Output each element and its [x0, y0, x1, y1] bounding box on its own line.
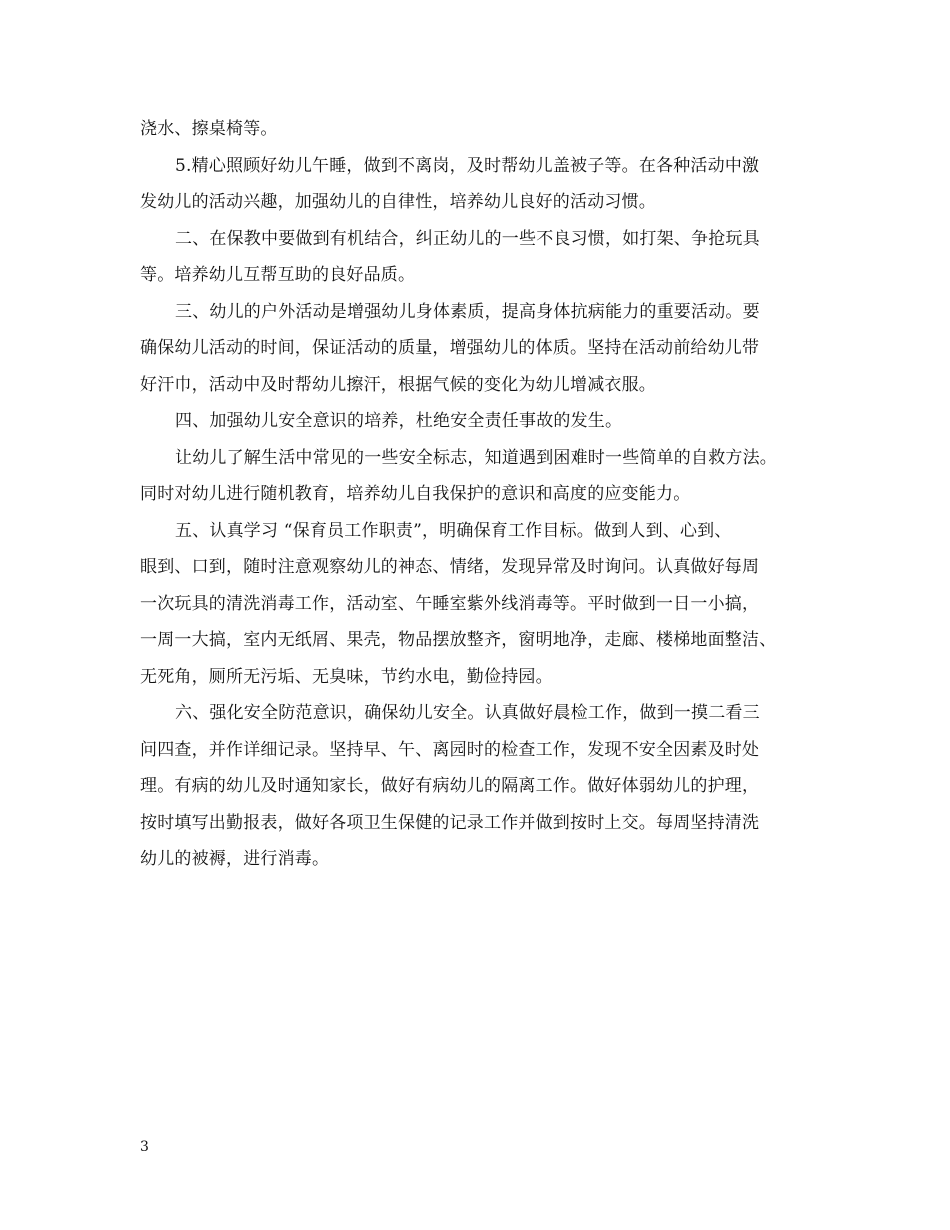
text-line: 问四查，并作详细记录。坚持早、午、离园时的检查工作，发现不安全因素及时处	[140, 740, 760, 760]
text-line: 四、加强幼儿安全意识的培养，杜绝安全责任事故的发生。	[175, 411, 623, 431]
text-line: 无死角，厕所无污垢、无臭味，节约水电，勤俭持园。	[140, 667, 553, 687]
text-line: 确保幼儿活动的时间，保证活动的质量，增强幼儿的体质。坚持在活动前给幼儿带	[140, 338, 760, 358]
text-line: 二、在保教中要做到有机结合，纠正幼儿的一些不良习惯，如打架、争抢玩具	[175, 229, 760, 249]
page-number: 3	[140, 1139, 149, 1155]
text-line: 三、幼儿的户外活动是增强幼儿身体素质，提高身体抗病能力的重要活动。要	[175, 302, 760, 322]
text-line: 好汗巾，活动中及时帮幼儿擦汗，根据气候的变化为幼儿增减衣服。	[140, 375, 656, 395]
text-line: 让幼儿了解生活中常见的一些安全标志，知道遇到困难时一些简单的自救方法。	[175, 448, 777, 468]
text-line: 理。有病的幼儿及时通知家长，做好有病幼儿的隔离工作。做好体弱幼儿的护理，	[140, 776, 760, 796]
text-line: 一周一大搞，室内无纸屑、果壳，物品摆放整齐，窗明地净，走廊、楼梯地面整洁、	[140, 630, 777, 650]
text-line: 六、强化安全防范意识，确保幼儿安全。认真做好晨检工作，做到一摸二看三	[175, 703, 760, 723]
text-line: 同时对幼儿进行随机教育，培养幼儿自我保护的意识和高度的应变能力。	[140, 484, 691, 504]
text-line: 幼儿的被褥，进行消毒。	[140, 849, 330, 869]
text-line: 等。培养幼儿互帮互助的良好品质。	[140, 265, 416, 285]
text-line: 5.精心照顾好幼儿午睡，做到不离岗，及时帮幼儿盖被子等。在各种活动中激	[175, 156, 760, 176]
text-line: 五、认真学习 “保育员工作职责”，明确保育工作目标。做到人到、心到、	[175, 521, 732, 541]
text-line: 浇水、擦桌椅等。	[140, 119, 278, 139]
text-line: 发幼儿的活动兴趣，加强幼儿的自律性，培养幼儿良好的活动习惯。	[140, 192, 656, 212]
text-line: 按时填写出勤报表，做好各项卫生保健的记录工作并做到按时上交。每周坚持清洗	[140, 813, 760, 833]
text-line: 眼到、口到，随时注意观察幼儿的神态、情绪，发现异常及时询问。认真做好每周	[140, 557, 760, 577]
text-line: 一次玩具的清洗消毒工作，活动室、午睡室紫外线消毒等。平时做到一日一小搞，	[140, 594, 760, 614]
